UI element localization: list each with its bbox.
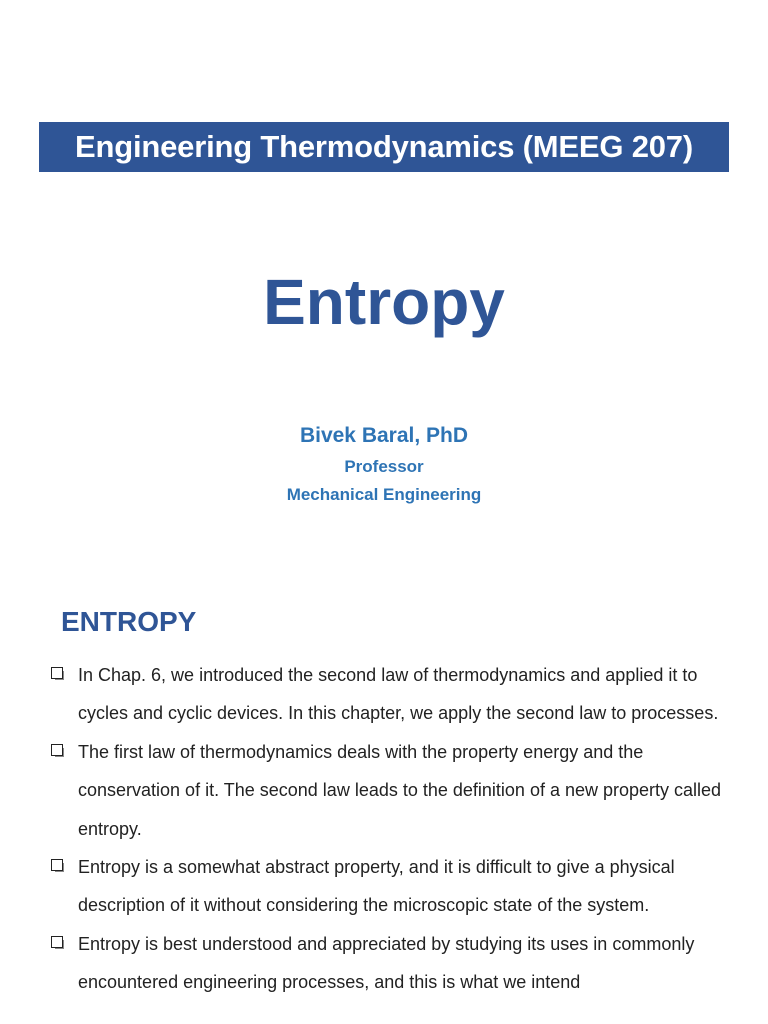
course-title-banner: Engineering Thermodynamics (MEEG 207) xyxy=(39,122,729,172)
square-checkbox-bullet-icon xyxy=(51,744,63,756)
author-department: Mechanical Engineering xyxy=(286,485,482,504)
section-heading: ENTROPY xyxy=(61,606,197,637)
author-role: Professor xyxy=(344,457,424,476)
bullet-text: In Chap. 6, we introduced the second law of thermodynamics and applied it to cycles and cyclic devices. In this chapter, we apply the second law to processes. xyxy=(78,665,719,724)
bullet-item xyxy=(48,925,748,1002)
bullet-item xyxy=(48,848,748,925)
square-checkbox-bullet-icon xyxy=(51,667,63,679)
bullet-text: Entropy is best understood and appreciated by studying its uses in commonly encountered engineering processes, and this is what we intend xyxy=(78,933,695,993)
slide-title: Entropy xyxy=(263,266,505,338)
bullet-item xyxy=(48,733,748,848)
bullet-text: The first law of thermodynamics deals with the property energy and the conservation of it. The second law leads to the definition of a new property called entropy. xyxy=(78,741,722,839)
square-checkbox-bullet-icon xyxy=(51,936,63,948)
bullet-text: Entropy is a somewhat abstract property, and it is difficult to give a physical description of it without considering the microscopic state of the system. xyxy=(78,857,675,916)
bullet-list xyxy=(48,656,748,1002)
square-checkbox-bullet-icon xyxy=(51,859,63,871)
bullet-item xyxy=(48,656,748,733)
author-name: Bivek Baral, PhD xyxy=(299,424,469,447)
